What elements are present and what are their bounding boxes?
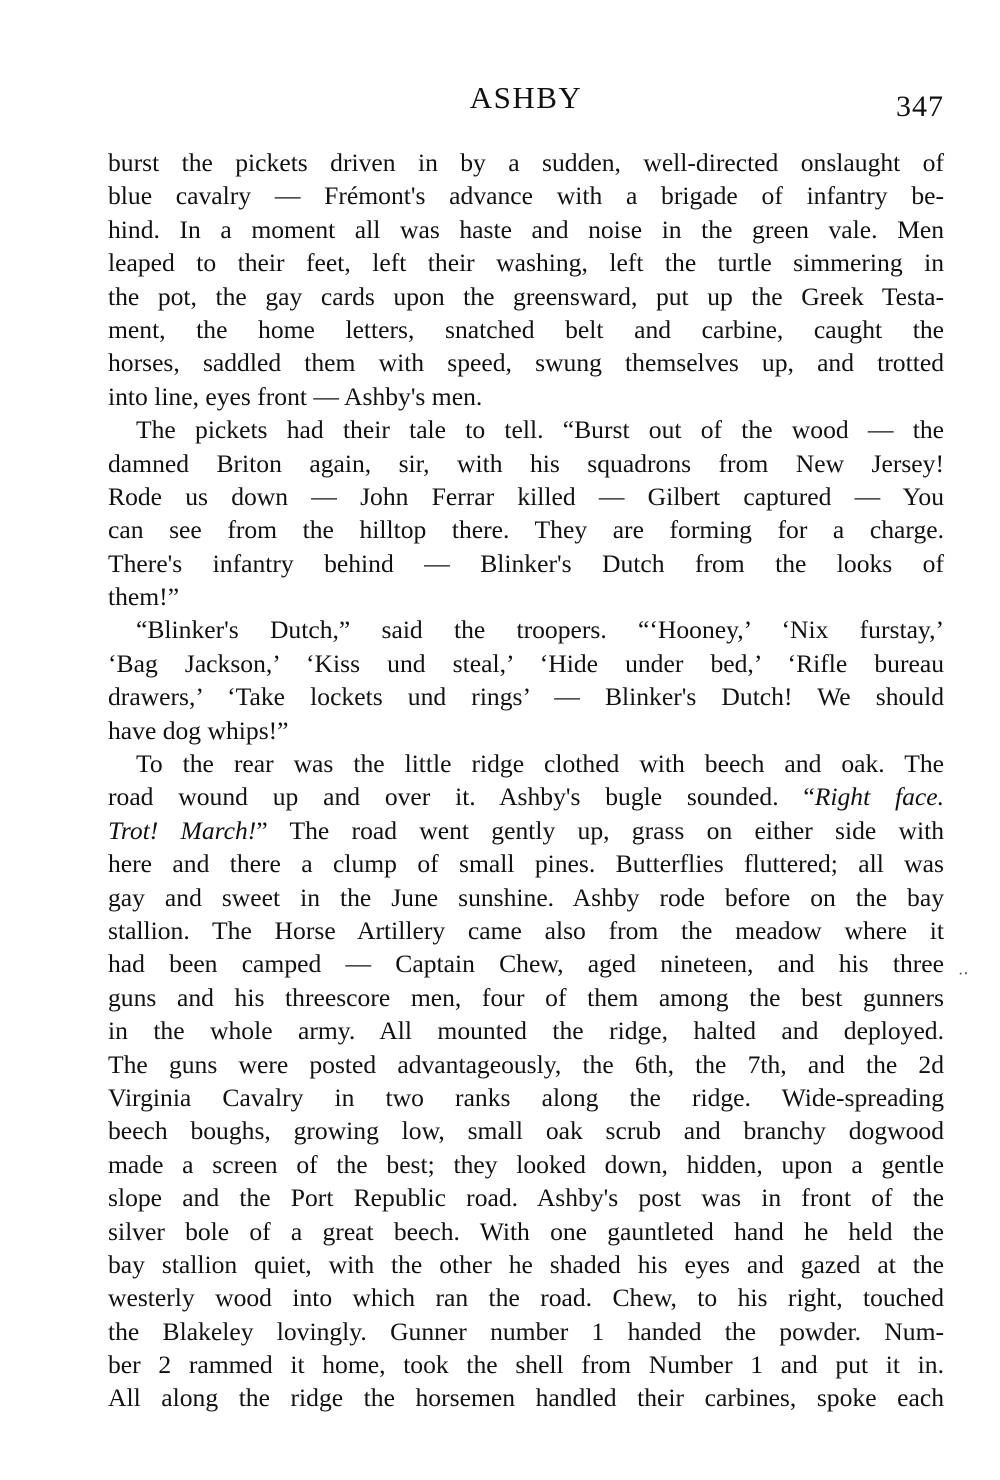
text-line: into line, eyes front — Ashby's men. xyxy=(108,381,483,411)
text-line: leaped to their feet, left their washing, left the turtle simmering in xyxy=(108,248,944,278)
margin-mark: ·‧ xyxy=(958,966,969,983)
text-line: ment, the home letters, snatched belt and carbine, caught the xyxy=(108,314,944,344)
text-line: There's infantry behind — Blinker's Dutch from the looks of xyxy=(108,548,944,578)
page-number: 347 xyxy=(896,90,944,123)
text-line: bay stallion quiet, with the other he shaded his eyes and gazed at the xyxy=(108,1249,944,1279)
paragraph-2 xyxy=(108,413,944,613)
text-line: made a screen of the best; they looked down, hidden, upon a gentle xyxy=(108,1149,944,1179)
text-line: drawers,’ ‘Take lockets und rings’ — Blinker's Dutch! We should xyxy=(108,682,944,712)
text-line: blue cavalry — Frémont's advance with a brigade of infantry be- xyxy=(108,181,944,211)
text-line: here and there a clump of small pines. Butterflies fluttered; all was xyxy=(108,849,944,879)
text-line: burst the pickets driven in by a sudden, well-directed onslaught of xyxy=(108,148,944,177)
running-title: ASHBY xyxy=(469,80,583,115)
text-line: can see from the hilltop there. They are forming for a charge. xyxy=(108,515,944,545)
text-line: had been camped — Captain Chew, aged nineteen, and his three xyxy=(108,949,944,979)
running-head xyxy=(108,80,944,124)
text-segment: road wound up and over it. Ashby's bugle sounded. “ xyxy=(108,782,815,812)
italic-command: Trot! March! xyxy=(108,815,257,845)
text-line: gay and sweet in the June sunshine. Ashby rode before on the bay xyxy=(108,882,944,912)
paragraph-4 xyxy=(108,747,944,1415)
text-line: hind. In a moment all was haste and noise in the green vale. Men xyxy=(108,214,944,244)
text-line: “Blinker's Dutch,” said the troopers. “‘Hooney,’ ‘Nix furstay,’ xyxy=(136,615,944,645)
text-line: The guns were posted advantageously, the 6th, the 7th, and the 2d xyxy=(108,1049,944,1079)
text-line: stallion. The Horse Artillery came also from the meadow where it xyxy=(108,915,944,945)
text-line: The pickets had their tale to tell. “Burst out of the wood — the xyxy=(136,415,944,445)
text-line: Virginia Cavalry in two ranks along the ridge. Wide-spreading xyxy=(108,1082,944,1112)
italic-command: Right face. xyxy=(814,782,945,812)
text-line: the Blakeley lovingly. Gunner number 1 handed the powder. Num- xyxy=(108,1316,944,1346)
text-line: To the rear was the little ridge clothed with beech and oak. The xyxy=(136,749,944,779)
paragraph-1 xyxy=(108,146,944,413)
text-line: beech boughs, growing low, small oak scrub and branchy dogwood xyxy=(108,1116,944,1146)
paragraph-3 xyxy=(108,613,944,747)
body-text xyxy=(108,146,944,1415)
text-line-mixed xyxy=(108,814,944,847)
text-line: ‘Bag Jackson,’ ‘Kiss und steal,’ ‘Hide under bed,’ ‘Rifle bureau xyxy=(108,648,944,678)
text-line: ber 2 rammed it home, took the shell from Number 1 and put it in. xyxy=(108,1350,944,1380)
text-line: slope and the Port Republic road. Ashby's post was in front of the xyxy=(108,1183,944,1213)
text-line: the pot, the gay cards upon the greensward, put up the Greek Testa- xyxy=(108,281,944,311)
text-line: them!” xyxy=(108,582,180,612)
text-line-mixed xyxy=(108,780,944,813)
text-line: damned Briton again, sir, with his squadrons from New Jersey! xyxy=(108,448,944,478)
text-line: westerly wood into which ran the road. Chew, to his right, touched xyxy=(108,1283,944,1313)
text-line: horses, saddled them with speed, swung themselves up, and trotted xyxy=(108,348,944,378)
text-line: silver bole of a great beech. With one gauntleted hand he held the xyxy=(108,1216,944,1246)
text-line: guns and his threescore men, four of them among the best gunners xyxy=(108,982,944,1012)
text-line: have dog whips!” xyxy=(108,715,289,745)
text-line: in the whole army. All mounted the ridge, halted and deployed. xyxy=(108,1016,944,1046)
text-segment: ” The road went gently up, grass on either side with xyxy=(256,815,945,845)
text-line: All along the ridge the horsemen handled their carbines, spoke each xyxy=(108,1383,944,1413)
text-line: Rode us down — John Ferrar killed — Gilbert captured — You xyxy=(108,481,944,511)
